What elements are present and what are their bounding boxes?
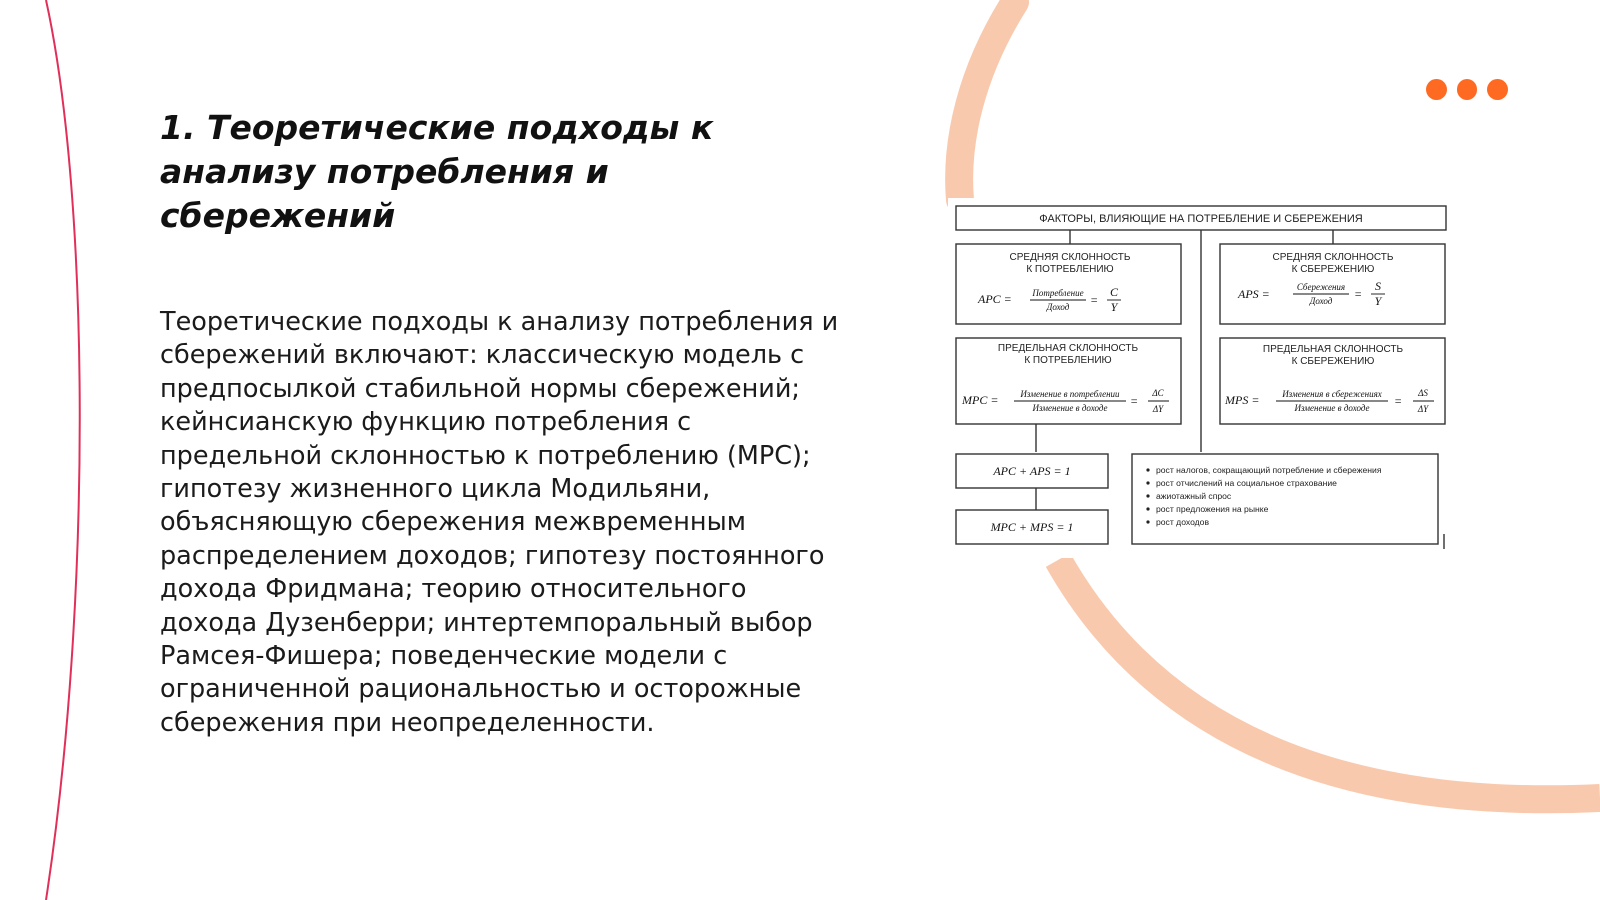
mpc-var-den: ΔY bbox=[1152, 404, 1164, 414]
aps-denominator: Доход bbox=[1309, 296, 1333, 306]
list-bullet bbox=[1146, 494, 1149, 497]
mps-label-line1: ПРЕДЕЛЬНАЯ СКЛОННОСТЬ bbox=[1262, 344, 1404, 355]
list-item: ажиотажный спрос bbox=[1156, 491, 1232, 501]
mpc-equals: = bbox=[1129, 394, 1139, 408]
accent-ring-arc-lower bbox=[1058, 560, 1600, 799]
aps-lhs: APS = bbox=[1238, 287, 1270, 301]
mpc-label-line1: ПРЕДЕЛЬНАЯ СКЛОННОСТЬ bbox=[997, 343, 1139, 354]
aps-label-line2: К СБЕРЕЖЕНИЮ bbox=[1291, 264, 1375, 275]
diagram-header: ФАКТОРЫ, ВЛИЯЮЩИЕ НА ПОТРЕБЛЕНИЕ И СБЕРЕЖЕНИЯ bbox=[1039, 213, 1363, 225]
list-bullet bbox=[1146, 468, 1149, 471]
identity-average: APC + APS = 1 bbox=[993, 464, 1071, 478]
aps-numerator: Сбережения bbox=[1296, 282, 1346, 292]
apc-denominator: Доход bbox=[1046, 302, 1070, 312]
left-edge-line bbox=[46, 0, 80, 900]
apc-equals: = bbox=[1089, 293, 1099, 307]
mpc-label-line2: К ПОТРЕБЛЕНИЮ bbox=[1024, 355, 1112, 366]
mps-lhs: MPS = bbox=[1225, 393, 1260, 407]
apc-label-line2: К ПОТРЕБЛЕНИЮ bbox=[1026, 264, 1114, 275]
aps-var-num: S bbox=[1375, 279, 1381, 293]
factors-diagram bbox=[948, 198, 1454, 558]
aps-label-line1: СРЕДНЯЯ СКЛОННОСТЬ bbox=[1272, 252, 1394, 263]
factors-list bbox=[1146, 465, 1381, 527]
mpc-denominator: Изменение в доходе bbox=[1032, 403, 1108, 413]
apc-label-line1: СРЕДНЯЯ СКЛОННОСТЬ bbox=[1009, 252, 1131, 263]
list-bullet bbox=[1146, 507, 1149, 510]
slide-title: 1. Теоретические подходы к анализу потребления и сбережений bbox=[160, 108, 714, 235]
factors-diagram-svg bbox=[948, 198, 1454, 558]
list-bullet bbox=[1146, 481, 1149, 484]
mps-var-num: ΔS bbox=[1418, 388, 1428, 398]
mps-var-den: ΔY bbox=[1417, 404, 1429, 414]
mpc-numerator: Изменение в потреблении bbox=[1020, 389, 1120, 399]
aps-var-den: Y bbox=[1374, 294, 1382, 308]
list-item: рост налогов, сокращающий потребление и сбережения bbox=[1156, 465, 1382, 475]
mps-denominator: Изменение в доходе bbox=[1294, 403, 1370, 413]
mps-label-line2: К СБЕРЕЖЕНИЮ bbox=[1291, 356, 1375, 367]
mpc-var-num: ΔC bbox=[1152, 388, 1164, 398]
list-item: рост доходов bbox=[1156, 517, 1210, 527]
apc-lhs: APC = bbox=[978, 292, 1012, 306]
apc-numerator: Потребление bbox=[1032, 288, 1084, 298]
identity-marginal: MPC + MPS = 1 bbox=[990, 520, 1074, 534]
mps-equals: = bbox=[1393, 394, 1403, 408]
list-item: рост предложения на рынке bbox=[1156, 504, 1269, 514]
aps-equals: = bbox=[1353, 287, 1363, 301]
slide-body-text: Теоретические подходы к анализу потребления и сбережений включают: классическую модель с предпосылкой стабильной нормы сбережений; кейнсианскую функцию потребления с предельной склонностью к потреблению (MPC); гипотезу жизненного цикла Модильяни, объясняющую сбережения межвременным распределением доходов; гипотезу постоянного дохода Фридмана; теорию относительного дохода Дузенберри; интертемпоральный выбор Рамсея-Фишера; поведенческие модели с ограниченной рациональностью и осторожные сбережения при неопределенности. bbox=[160, 307, 839, 738]
menu-dot bbox=[1487, 79, 1508, 100]
list-bullet bbox=[1146, 520, 1149, 523]
mpc-lhs: MPC = bbox=[962, 393, 999, 407]
list-item: рост отчислений на социальное страхование bbox=[1156, 478, 1337, 488]
more-dots-icon[interactable] bbox=[1426, 79, 1508, 101]
apc-var-den: Y bbox=[1110, 300, 1118, 314]
apc-var-num: C bbox=[1109, 285, 1119, 299]
mps-numerator: Изменения в сбережениях bbox=[1282, 389, 1382, 399]
menu-dot bbox=[1457, 79, 1478, 100]
accent-ring-arc bbox=[959, 2, 1015, 200]
menu-dot bbox=[1426, 79, 1447, 100]
